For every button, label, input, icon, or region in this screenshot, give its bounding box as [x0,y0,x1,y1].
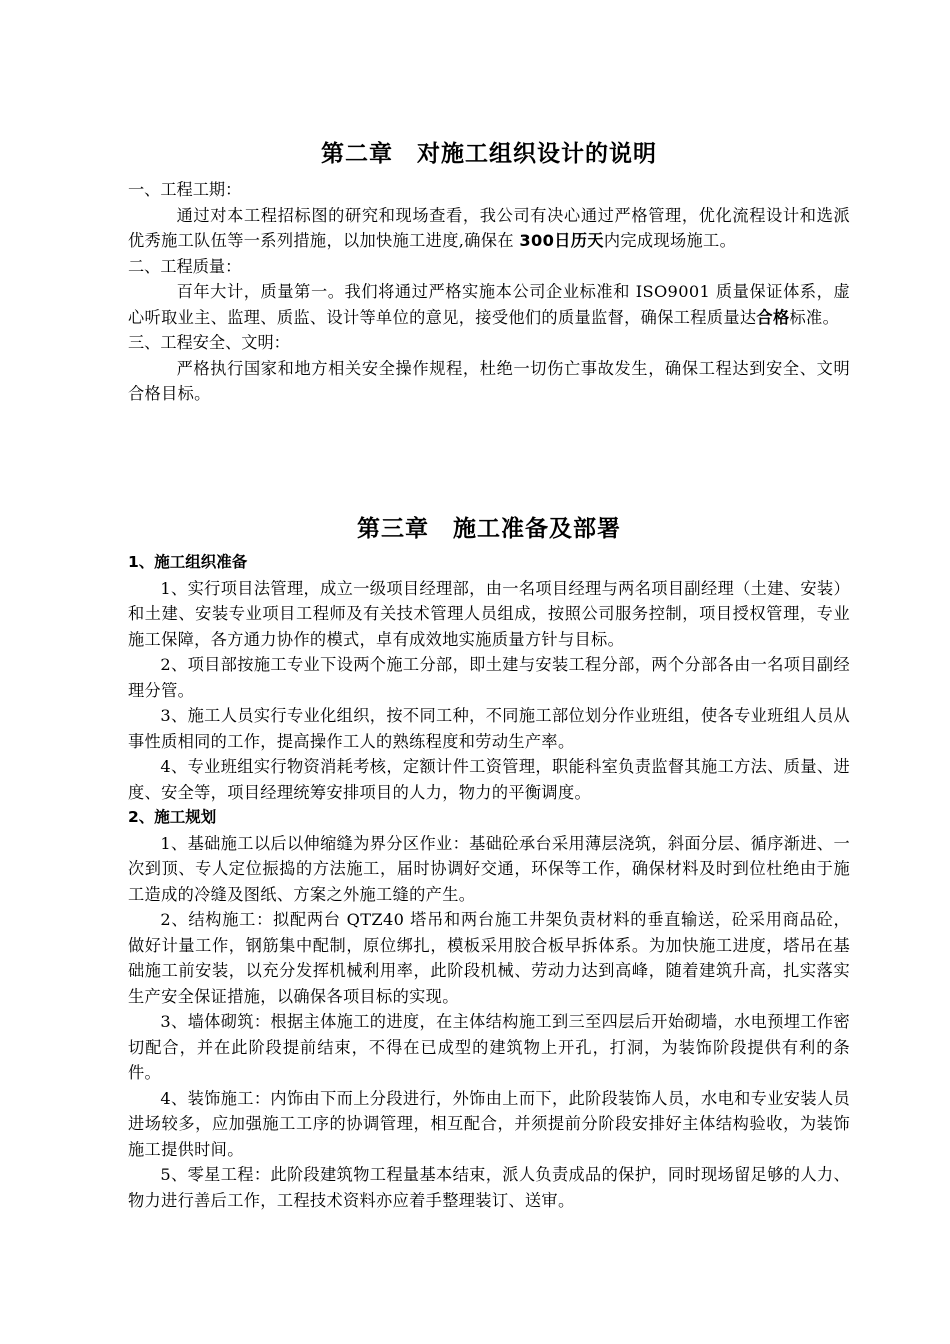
paragraph-text: 标准。 [789,307,840,327]
section-head-organization: 1、施工组织准备 [128,553,248,571]
paragraph-text: 通过对本工程招标图的研究和现场查看，我公司有决心通过严格管理，优化流程设计和选派优秀施工队伍等一系列措施，以加快施工进度,确保在 [128,205,850,250]
paragraph-organization-4: 4、专业班组实行物资消耗考核，定额计件工资管理，职能科室负责监督其施工方法、质量、进度、安全等，项目经理统筹安排项目的人力，物力的平衡调度。 [128,757,850,802]
chapter-3-title: 第三章 施工准备及部署 [357,516,621,542]
section-head-quality: 二、工程质量： [128,256,242,276]
paragraph-planning-5: 5、零星工程：此阶段建筑物工程量基本结束，派人负责成品的保护，同时现场留足够的人力、物力进行善后工作，工程技术资料亦应着手整理装订、送审。 [128,1165,850,1210]
paragraph-organization-2: 2、项目部按施工专业下设两个施工分部，即土建与安装工程分部，两个分部各由一名项目副经理分管。 [128,655,850,700]
quality-emphasis: 合格 [756,307,790,327]
section-head-planning: 2、施工规划 [128,808,217,826]
paragraph-planning-3: 3、墙体砌筑：根据主体施工的进度，在主体结构施工到三至四层后开始砌墙，水电预埋工作密切配合，并在此阶段提前结束，不得在已成型的建筑物上开孔，打洞，为装饰阶段提供有利的条件。 [128,1012,850,1082]
paragraph-schedule [128,203,850,254]
section-head-schedule: 一、工程工期： [128,180,242,199]
paragraph-planning-2: 2、结构施工：拟配两台 QTZ40 塔吊和两台施工井架负责材料的垂直输送，砼采用商品砼，做好计量工作，钢筋集中配制，原位绑扎，模板采用胶合板早拆体系。为加快施工进度，塔吊在基础施工前安装，以充分发挥机械利用率，此阶段机械、劳动力达到高峰，随着建筑升高，扎实落实生产安全保证措施，以确保各项目标的实现。 [128,910,850,1006]
duration-emphasis: 300日历天 [519,231,604,250]
paragraph-planning-4: 4、装饰施工：内饰由下而上分段进行，外饰由上而下，此阶段装饰人员，水电和专业安装人员进场较多，应加强施工工序的协调管理，相互配合，并须提前分阶段安排好主体结构验收，为装饰施工提供时间。 [128,1088,850,1159]
section-head-safety: 三、工程安全、文明： [128,333,290,352]
paragraph-organization-3: 3、施工人员实行专业化组织，按不同工种，不同施工部位划分作业班组，使各专业班组人员从事性质相同的工作，提高操作工人的熟练程度和劳动生产率。 [128,706,850,751]
paragraph-text: 百年大计，质量第一。我们将通过严格实施本公司企业标准和 ISO9001 质量保证体系，虚心听取业主、监理、质监、设计等单位的意见，接受他们的质量监督，确保工程质量达 [128,282,850,327]
chapter-2-title: 第二章 对施工组织设计的说明 [321,141,657,167]
paragraph-safety: 严格执行国家和地方相关安全操作规程，杜绝一切伤亡事故发生，确保工程达到安全、文明合格目标。 [128,358,850,403]
chapter-3-body [128,550,850,1213]
paragraph-quality [128,279,850,330]
chapter-2-body [128,177,850,407]
paragraph-organization-1: 1、实行项目法管理，成立一级项目经理部，由一名项目经理与两名项目副经理（土建、安装）和土建、安装专业项目工程师及有关技术管理人员组成，按照公司服务控制，项目授权管理，专业施工保障，各方通力协作的模式，卓有成效地实施质量方针与目标。 [128,578,850,649]
paragraph-planning-1: 1、基础施工以后以伸缩缝为界分区作业：基础砼承台采用薄层浇筑，斜面分层、循序渐进、一次到顶、专人定位振捣的方法施工，届时协调好交通，环保等工作，确保材料及时到位杜绝由于施工造成的冷缝及图纸、方案之外施工缝的产生。 [128,833,850,904]
paragraph-text: 内完成现场施工。 [603,231,737,250]
